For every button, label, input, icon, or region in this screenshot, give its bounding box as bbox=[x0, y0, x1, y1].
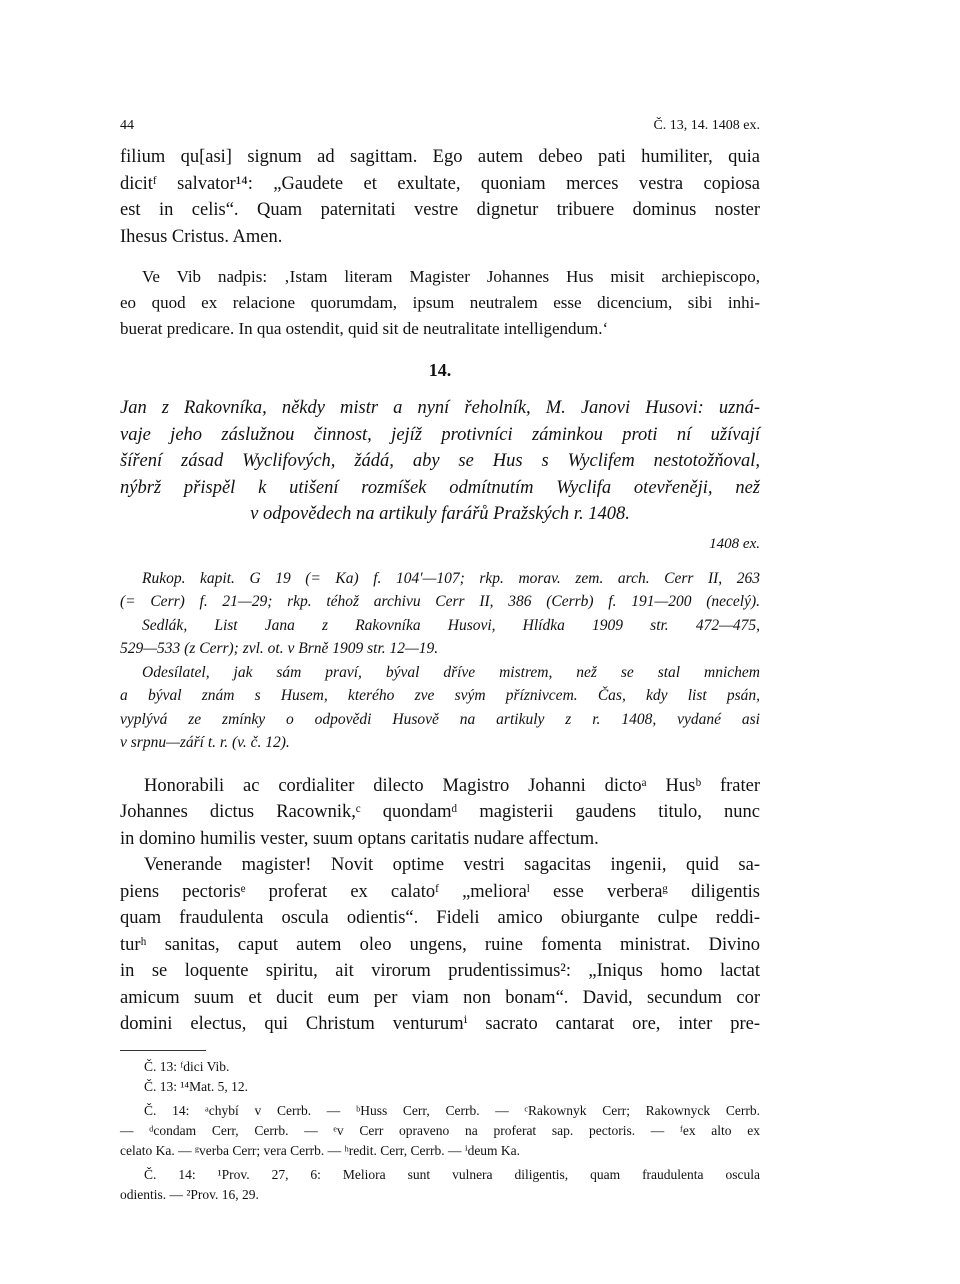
letter-number: 14. bbox=[428, 360, 452, 380]
regest-line: nýbrž přispěl k utišení rozmíšek odmítnutím Wyclifa otevřeněji, než bbox=[120, 477, 760, 498]
text-line: Ve Vib nadpis: ‚Istam literam Magister Johannes Hus misit archiepiscopo, bbox=[142, 267, 760, 286]
text-line: in se loquente spiritu, ait virorum prudentissimus²: „Iniqus homo lactat bbox=[120, 961, 760, 981]
source-line: 529—533 (z Cerr); zvl. ot. v Brně 1909 str. 12—19. bbox=[120, 640, 439, 657]
text-line: quam fraudulenta oscula odientis“. Fideli amico obiurgante culpe reddi- bbox=[120, 908, 760, 928]
source-line: a býval znám s Husem, kterého zve svým příznivcem. Čas, kdy list psán, bbox=[120, 687, 760, 704]
text-line: Ihesus Cristus. Amen. bbox=[120, 226, 283, 247]
text-line: filium qu[asi] signum ad sagittam. Ego autem debeo pati humiliter, quia bbox=[120, 147, 760, 167]
footnotes bbox=[120, 1057, 760, 1205]
letter-date: 1408 ex. bbox=[709, 535, 760, 552]
footnote-line: odientis. — ²Prov. 16, 29. bbox=[120, 1186, 259, 1202]
text-line: est in celis“. Quam paternitati vestre dignetur tribuere dominus noster bbox=[120, 200, 760, 220]
text-line: Venerande magister! Novit optime vestri sagacitas ingenii, quid sa- bbox=[144, 855, 760, 875]
page-number: 44 bbox=[120, 118, 134, 133]
letter-text bbox=[120, 773, 760, 1038]
regest-line: šíření zásad Wyclifových, žádá, aby se Hus s Wyclifem nestotožňoval, bbox=[120, 451, 760, 471]
footnote-line: Č. 14: ¹Prov. 27, 6: Meliora sunt vulnera diligentis, quam fraudulenta oscula bbox=[144, 1166, 760, 1182]
regest-line: Jan z Rakovníka, někdy mistr a nyní řeholník, M. Janovi Husovi: uzná- bbox=[120, 398, 760, 418]
book-page bbox=[120, 118, 760, 1205]
text-line: Johannes dictus Racownik,ᶜ quondamᵈ magisterii gaudens titulo, nunc bbox=[120, 802, 760, 822]
footnote-line: Č. 14: ᵃchybí v Cerrb. — ᵇHuss Cerr, Cerrb. — ᶜRakownyk Cerr; Rakownyck Cerrb. bbox=[144, 1102, 760, 1118]
regest bbox=[120, 395, 760, 528]
text-line: dicitᶠ salvator¹⁴: „Gaudete et exultate, quoniam merces vestra copiosa bbox=[120, 173, 760, 194]
text-line: Honorabili ac cordialiter dilecto Magistro Johanni dictoᵃ Husᵇ frater bbox=[144, 775, 760, 796]
source-line: vyplývá ze zmínky o odpovědi Husově na artikuly z r. 1408, vydané asi bbox=[120, 710, 760, 728]
sources-note bbox=[120, 567, 760, 755]
text-line: in domino humilis vester, suum optans caritatis nudare affectum. bbox=[120, 828, 599, 849]
source-line: Sedlák, List Jana z Rakovníka Husovi, Hlídka 1909 str. 472—475, bbox=[142, 616, 760, 634]
regest-line: v odpovědech na artikuly farářů Pražských r. 1408. bbox=[250, 504, 630, 524]
text-line: eo quod ex relacione quorumdam, ipsum neutralem esse dicencium, sibi inhi- bbox=[120, 293, 760, 312]
regest-line: vaje jeho záslužnou činnost, jejíž protivníci záminkou proti ní užívají bbox=[120, 424, 760, 445]
footnote-line: Č. 13: ᶠdici Vib. bbox=[144, 1058, 230, 1074]
text-line: turʰ sanitas, caput autem oleo ungens, ruine fomenta ministrat. Divino bbox=[120, 934, 760, 955]
footnote-line: celato Ka. — ᵍverba Cerr; vera Cerrb. — ʰredit. Cerr, Cerrb. — ⁱdeum Ka. bbox=[120, 1142, 521, 1158]
text-line: domini electus, qui Christum venturumⁱ sacrato cantarat ore, inter pre- bbox=[120, 1014, 760, 1034]
footnote-divider bbox=[120, 1050, 206, 1051]
text-line: amicum suum et ducit eum per viam non bonam“. David, secundum cor bbox=[120, 987, 760, 1008]
source-line: (= Cerr) f. 21—29; rkp. téhož archivu Cerr II, 386 (Cerrb) f. 191—200 (necelý). bbox=[120, 593, 760, 610]
footnote-line: Č. 13: ¹⁴Mat. 5, 12. bbox=[144, 1078, 249, 1094]
source-line: Odesílatel, jak sám praví, býval dříve mistrem, než se stal mnichem bbox=[142, 663, 760, 681]
running-head: Č. 13, 14. 1408 ex. bbox=[653, 118, 760, 133]
vib-heading-note bbox=[120, 264, 760, 342]
source-line: v srpnu—září t. r. (v. č. 12). bbox=[120, 734, 290, 751]
source-line: Rukop. kapit. G 19 (= Ka) f. 104′—107; rkp. morav. zem. arch. Cerr II, 263 bbox=[142, 569, 760, 587]
footnote-line: — ᵈcondam Cerr, Cerrb. — ᵉv Cerr opraveno na proferat sap. pectoris. — ᶠex alto ex bbox=[120, 1122, 760, 1138]
text-line: piens pectorisᵉ proferat ex calatoᶠ „melioraˡ esse verberaᵍ diligentis bbox=[120, 881, 760, 902]
page-header bbox=[120, 118, 760, 142]
text-line: buerat predicare. In qua ostendit, quid sit de neutralitate intelligendum.‘ bbox=[120, 319, 609, 338]
previous-letter-end bbox=[120, 144, 760, 250]
